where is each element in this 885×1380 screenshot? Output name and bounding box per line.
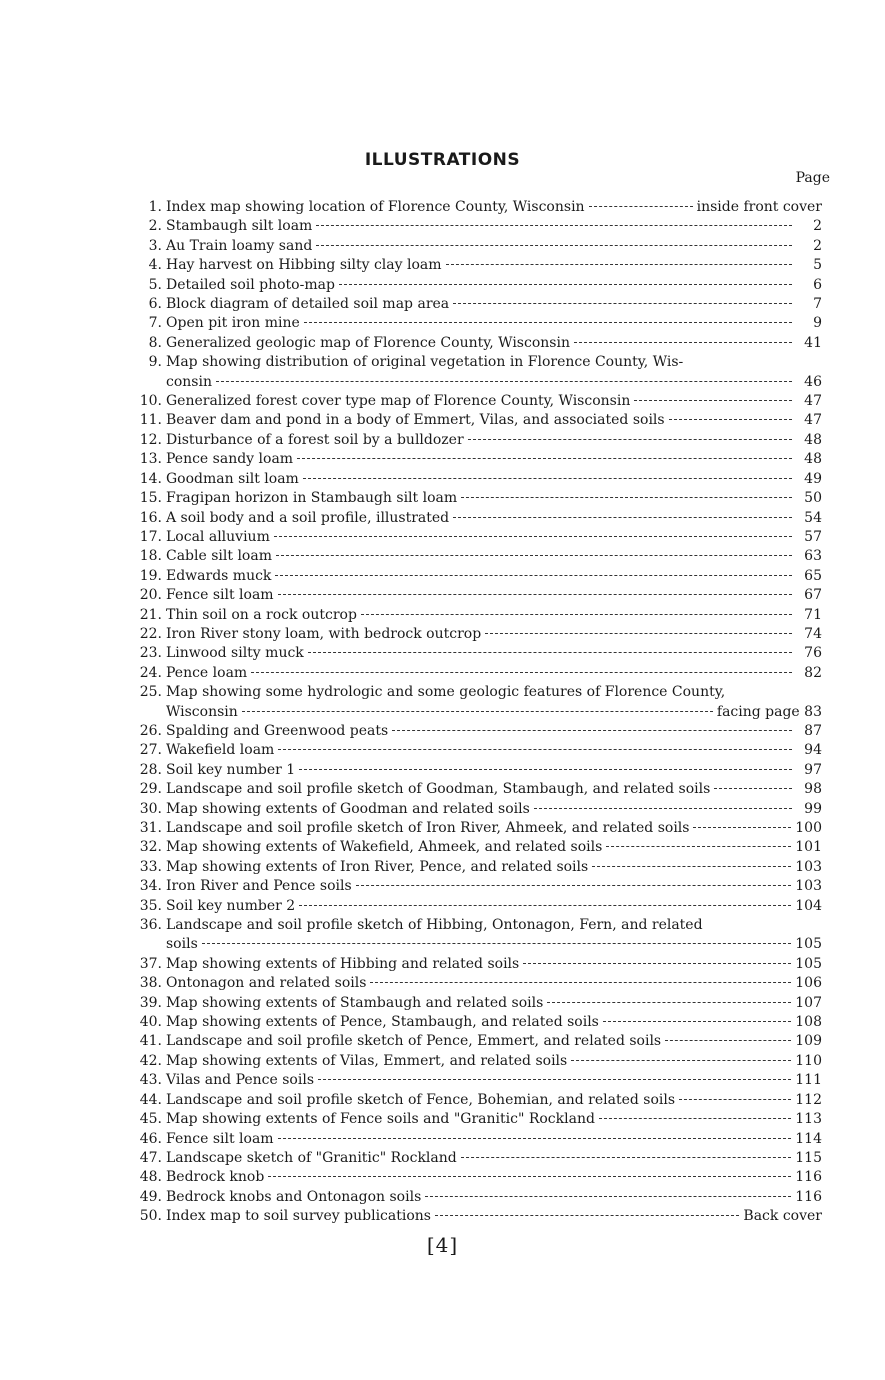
item-title: Map showing extents of Pence, Stambaugh, and related soils: [166, 1014, 599, 1031]
item-number: 49.: [139, 1188, 162, 1205]
item-title: Map showing extents of Wakefield, Ahmeek, and related soils: [166, 839, 603, 856]
item-title: Pence loam: [166, 664, 248, 681]
item-title: Landscape and soil profile sketch of Iron River, Ahmeek, and related soils: [166, 820, 690, 836]
item-number: 31.: [139, 820, 162, 836]
list-item: [132, 722, 822, 741]
leader-dots: [485, 633, 792, 634]
item-title: Map showing distribution of original vegetation in Florence County, Wis-: [166, 354, 684, 371]
item-page: 111: [795, 1072, 822, 1089]
leader-dots: [589, 206, 693, 207]
leader-dots: [268, 1176, 791, 1177]
item-page: 87: [804, 722, 822, 739]
item-page: 116: [795, 1188, 822, 1205]
item-title: Disturbance of a forest soil by a bulldozer: [166, 431, 464, 448]
list-item: [132, 877, 822, 896]
leader-dots: [599, 1118, 791, 1119]
item-title: Map showing extents of Iron River, Pence, and related soils: [166, 858, 589, 875]
leader-dots: [603, 1021, 791, 1022]
leader-dots: [446, 264, 792, 265]
item-page: 105: [795, 955, 822, 972]
item-number: 9.: [148, 354, 162, 371]
item-title-continued: soils: [166, 936, 198, 953]
item-number: 28.: [139, 761, 162, 778]
item-title: Landscape and soil profile sketch of Hibbing, Ontonagon, Fern, and related: [166, 917, 703, 934]
item-page: 49: [804, 470, 822, 487]
leader-dots: [303, 478, 792, 479]
item-number: 5.: [148, 276, 162, 293]
item-title: Generalized geologic map of Florence County, Wisconsin: [166, 334, 570, 351]
item-title-continued: Wisconsin: [166, 703, 238, 720]
leader-dots: [392, 730, 792, 731]
item-title: Au Train loamy sand: [166, 237, 313, 254]
item-title: Linwood silty muck: [166, 645, 304, 662]
item-page: 106: [795, 975, 822, 992]
item-number: 18.: [139, 548, 162, 565]
leader-dots: [304, 322, 792, 323]
item-title: Edwards muck: [166, 567, 272, 584]
leader-dots: [669, 419, 792, 420]
item-title: Hay harvest on Hibbing silty clay loam: [166, 257, 442, 274]
list-item: [132, 1110, 822, 1129]
leader-dots: [356, 885, 792, 886]
item-number: 36.: [139, 917, 162, 934]
leader-dots: [299, 905, 791, 906]
leader-dots: [216, 381, 792, 382]
leader-dots: [453, 303, 792, 304]
item-title: Fence silt loam: [166, 587, 274, 604]
item-title: Pence sandy loam: [166, 451, 294, 468]
item-title: A soil body and a soil profile, illustrated: [166, 509, 450, 526]
leader-dots: [665, 1040, 791, 1041]
item-title: Ontonagon and related soils: [166, 975, 367, 992]
item-page: 2: [813, 218, 822, 235]
list-item: [132, 1168, 822, 1187]
leader-dots: [276, 555, 792, 556]
item-number: 27.: [139, 742, 162, 759]
list-item: [132, 741, 822, 760]
item-page: 9: [813, 315, 822, 332]
item-page: 74: [804, 625, 822, 642]
item-title: Iron River and Pence soils: [166, 878, 352, 895]
item-number: 41.: [139, 1033, 162, 1050]
list-item: [132, 392, 822, 411]
item-page: 112: [795, 1091, 822, 1108]
leader-dots: [571, 1060, 791, 1061]
item-title: Map showing extents of Vilas, Emmert, and related soils: [166, 1052, 568, 1069]
item-page: 65: [804, 567, 822, 584]
leader-dots: [370, 982, 791, 983]
item-title: Wakefield loam: [166, 742, 275, 759]
list-item: [132, 1052, 822, 1071]
list-item: [132, 994, 822, 1013]
list-item: [132, 1013, 822, 1032]
list-item: [132, 256, 822, 275]
leader-dots: [242, 711, 713, 712]
item-page: 116: [795, 1169, 822, 1186]
item-number: 19.: [139, 567, 162, 584]
item-title: Goodman silt loam: [166, 470, 299, 487]
item-title: Landscape and soil profile sketch of Fence, Bohemian, and related soils: [166, 1091, 676, 1108]
leader-dots: [461, 497, 792, 498]
list-item: [132, 1130, 822, 1149]
list-item: [132, 800, 822, 819]
list-item: [132, 955, 822, 974]
list-item: [132, 625, 822, 644]
list-item: [132, 683, 822, 722]
list-item: [132, 916, 822, 955]
page-column-header: Page: [795, 170, 830, 186]
item-page: 115: [795, 1149, 822, 1166]
item-number: 2.: [148, 218, 162, 235]
item-number: 42.: [139, 1052, 162, 1069]
item-page: 47: [804, 412, 822, 429]
list-item: [132, 858, 822, 877]
item-page: inside front cover: [696, 199, 822, 215]
item-title: Landscape sketch of "Granitic" Rockland: [166, 1149, 457, 1166]
list-item: [132, 761, 822, 780]
list-item: [132, 217, 822, 236]
item-page: 108: [795, 1014, 822, 1031]
item-number: 12.: [139, 431, 162, 448]
list-item: [132, 314, 822, 333]
item-title: Open pit iron mine: [166, 315, 300, 332]
item-title: Spalding and Greenwood peats: [166, 722, 389, 739]
leader-dots: [318, 1079, 791, 1080]
list-item: [132, 528, 822, 547]
item-page: 94: [804, 742, 822, 759]
item-number: 26.: [139, 722, 162, 739]
list-item: [132, 838, 822, 857]
list-item: [132, 198, 822, 217]
list-item: [132, 334, 822, 353]
list-item: [132, 1188, 822, 1207]
item-page: 109: [795, 1033, 822, 1050]
item-number: 38.: [139, 975, 162, 992]
item-number: 13.: [139, 451, 162, 468]
item-number: 25.: [139, 684, 162, 701]
item-title: Generalized forest cover type map of Florence County, Wisconsin: [166, 393, 631, 410]
item-title: Index map showing location of Florence County, Wisconsin: [166, 199, 585, 215]
item-page: 98: [804, 781, 822, 798]
item-number: 22.: [139, 625, 162, 642]
item-page: Back cover: [743, 1208, 822, 1225]
list-item: [132, 897, 822, 916]
item-page: 48: [804, 431, 822, 448]
item-number: 4.: [148, 257, 162, 274]
item-number: 32.: [139, 839, 162, 856]
list-item: [132, 1032, 822, 1051]
item-title: Map showing some hydrologic and some geologic features of Florence County,: [166, 684, 726, 701]
list-item: [132, 450, 822, 469]
item-page: 113: [795, 1111, 822, 1128]
item-title: Map showing extents of Fence soils and "Granitic" Rockland: [166, 1111, 595, 1128]
item-title: Fence silt loam: [166, 1130, 274, 1147]
list-item: [132, 489, 822, 508]
item-title: Beaver dam and pond in a body of Emmert, Vilas, and associated soils: [166, 412, 665, 429]
item-number: 20.: [139, 587, 162, 604]
item-title: Landscape and soil profile sketch of Pence, Emmert, and related soils: [166, 1033, 662, 1050]
item-page: 107: [795, 994, 822, 1011]
item-number: 3.: [148, 237, 162, 254]
item-title: Map showing extents of Goodman and related soils: [166, 800, 530, 817]
item-page: 54: [804, 509, 822, 526]
leader-dots: [297, 458, 792, 459]
item-title: Map showing extents of Hibbing and related soils: [166, 955, 520, 972]
page-title: ILLUSTRATIONS: [364, 150, 521, 170]
item-number: 33.: [139, 858, 162, 875]
list-item: [132, 411, 822, 430]
leader-dots: [339, 284, 792, 285]
item-page: 114: [795, 1130, 822, 1147]
list-item: [132, 353, 822, 392]
list-item: [132, 567, 822, 586]
list-item: [132, 974, 822, 993]
leader-dots: [278, 1138, 792, 1139]
item-page: 46: [804, 373, 822, 390]
item-page: 82: [804, 664, 822, 681]
leader-dots: [278, 749, 792, 750]
item-number: 11.: [139, 412, 162, 429]
item-number: 48.: [139, 1169, 162, 1186]
item-title: Stambaugh silt loam: [166, 218, 313, 235]
page-number: [4]: [426, 1233, 459, 1257]
item-title-continued: consin: [166, 373, 212, 390]
list-item: [132, 470, 822, 489]
item-page: 41: [804, 334, 822, 351]
item-page: 6: [813, 276, 822, 293]
item-number: 46.: [139, 1130, 162, 1147]
item-title: Fragipan horizon in Stambaugh silt loam: [166, 490, 458, 507]
leader-dots: [592, 866, 791, 867]
leader-dots: [606, 846, 791, 847]
item-page: 105: [795, 936, 822, 953]
item-number: 23.: [139, 645, 162, 662]
item-page: 67: [804, 587, 822, 604]
illustrations-list: [132, 198, 822, 1227]
leader-dots: [634, 400, 792, 401]
list-item: [132, 1149, 822, 1168]
list-item: [132, 819, 822, 838]
item-number: 1.: [148, 199, 162, 215]
item-page: 7: [813, 296, 822, 313]
leader-dots: [308, 652, 792, 653]
item-number: 7.: [148, 315, 162, 332]
item-title: Bedrock knob: [166, 1169, 265, 1186]
leader-dots: [316, 225, 792, 226]
item-page: 48: [804, 451, 822, 468]
item-number: 39.: [139, 994, 162, 1011]
item-title: Thin soil on a rock outcrop: [166, 606, 357, 623]
item-number: 29.: [139, 781, 162, 798]
item-page: 100: [795, 820, 822, 836]
item-page: 50: [804, 490, 822, 507]
item-number: 6.: [148, 296, 162, 313]
leader-dots: [574, 342, 792, 343]
item-number: 45.: [139, 1111, 162, 1128]
list-item: [132, 586, 822, 605]
item-page: 104: [795, 897, 822, 914]
item-title: Index map to soil survey publications: [166, 1208, 431, 1225]
item-page: 99: [804, 800, 822, 817]
leader-dots: [299, 769, 792, 770]
item-page: facing page 83: [716, 703, 822, 720]
item-title: Soil key number 1: [166, 761, 296, 778]
leader-dots: [453, 517, 792, 518]
item-page: 5: [813, 257, 822, 274]
leader-dots: [361, 614, 792, 615]
item-page: 2: [813, 237, 822, 254]
item-title: Soil key number 2: [166, 897, 296, 914]
item-page: 101: [795, 839, 822, 856]
list-item: [132, 295, 822, 314]
item-number: 37.: [139, 955, 162, 972]
item-number: 21.: [139, 606, 162, 623]
list-item: [132, 664, 822, 683]
leader-dots: [714, 788, 792, 789]
item-number: 17.: [139, 528, 162, 545]
item-number: 8.: [148, 334, 162, 351]
item-number: 14.: [139, 470, 162, 487]
list-item: [132, 509, 822, 528]
leader-dots: [274, 536, 792, 537]
leader-dots: [202, 943, 792, 944]
list-item: [132, 1207, 822, 1226]
list-item: [132, 237, 822, 256]
list-item: [132, 780, 822, 799]
list-item: [132, 547, 822, 566]
item-page: 57: [804, 528, 822, 545]
item-number: 10.: [139, 393, 162, 410]
item-number: 16.: [139, 509, 162, 526]
item-number: 50.: [139, 1208, 162, 1225]
leader-dots: [275, 575, 792, 576]
list-item: [132, 1091, 822, 1110]
leader-dots: [523, 963, 791, 964]
item-title: Map showing extents of Stambaugh and related soils: [166, 994, 544, 1011]
list-item: [132, 431, 822, 450]
leader-dots: [461, 1157, 792, 1158]
leader-dots: [547, 1002, 791, 1003]
leader-dots: [316, 245, 792, 246]
item-page: 63: [804, 548, 822, 565]
item-title: Local alluvium: [166, 528, 270, 545]
leader-dots: [435, 1215, 739, 1216]
item-number: 35.: [139, 897, 162, 914]
list-item: [132, 644, 822, 663]
list-item: [132, 606, 822, 625]
item-page: 47: [804, 393, 822, 410]
item-title: Block diagram of detailed soil map area: [166, 296, 450, 313]
item-title: Landscape and soil profile sketch of Goodman, Stambaugh, and related soils: [166, 781, 711, 798]
item-title: Detailed soil photo-map: [166, 276, 335, 293]
item-number: 24.: [139, 664, 162, 681]
list-item: [132, 276, 822, 295]
item-page: 76: [804, 645, 822, 662]
leader-dots: [425, 1196, 791, 1197]
leader-dots: [251, 672, 792, 673]
leader-dots: [278, 594, 792, 595]
leader-dots: [679, 1099, 791, 1100]
item-page: 97: [804, 761, 822, 778]
item-page: 103: [795, 878, 822, 895]
item-number: 43.: [139, 1072, 162, 1089]
item-title: Vilas and Pence soils: [166, 1072, 314, 1089]
item-title: Bedrock knobs and Ontonagon soils: [166, 1188, 422, 1205]
item-number: 44.: [139, 1091, 162, 1108]
item-number: 30.: [139, 800, 162, 817]
item-title: Cable silt loam: [166, 548, 272, 565]
item-number: 47.: [139, 1149, 162, 1166]
item-page: 71: [804, 606, 822, 623]
item-page: 103: [795, 858, 822, 875]
item-page: 110: [795, 1052, 822, 1069]
item-number: 40.: [139, 1014, 162, 1031]
item-number: 34.: [139, 878, 162, 895]
leader-dots: [468, 439, 792, 440]
leader-dots: [693, 827, 791, 828]
item-number: 15.: [139, 490, 162, 507]
list-item: [132, 1071, 822, 1090]
leader-dots: [534, 808, 792, 809]
item-title: Iron River stony loam, with bedrock outcrop: [166, 625, 482, 642]
